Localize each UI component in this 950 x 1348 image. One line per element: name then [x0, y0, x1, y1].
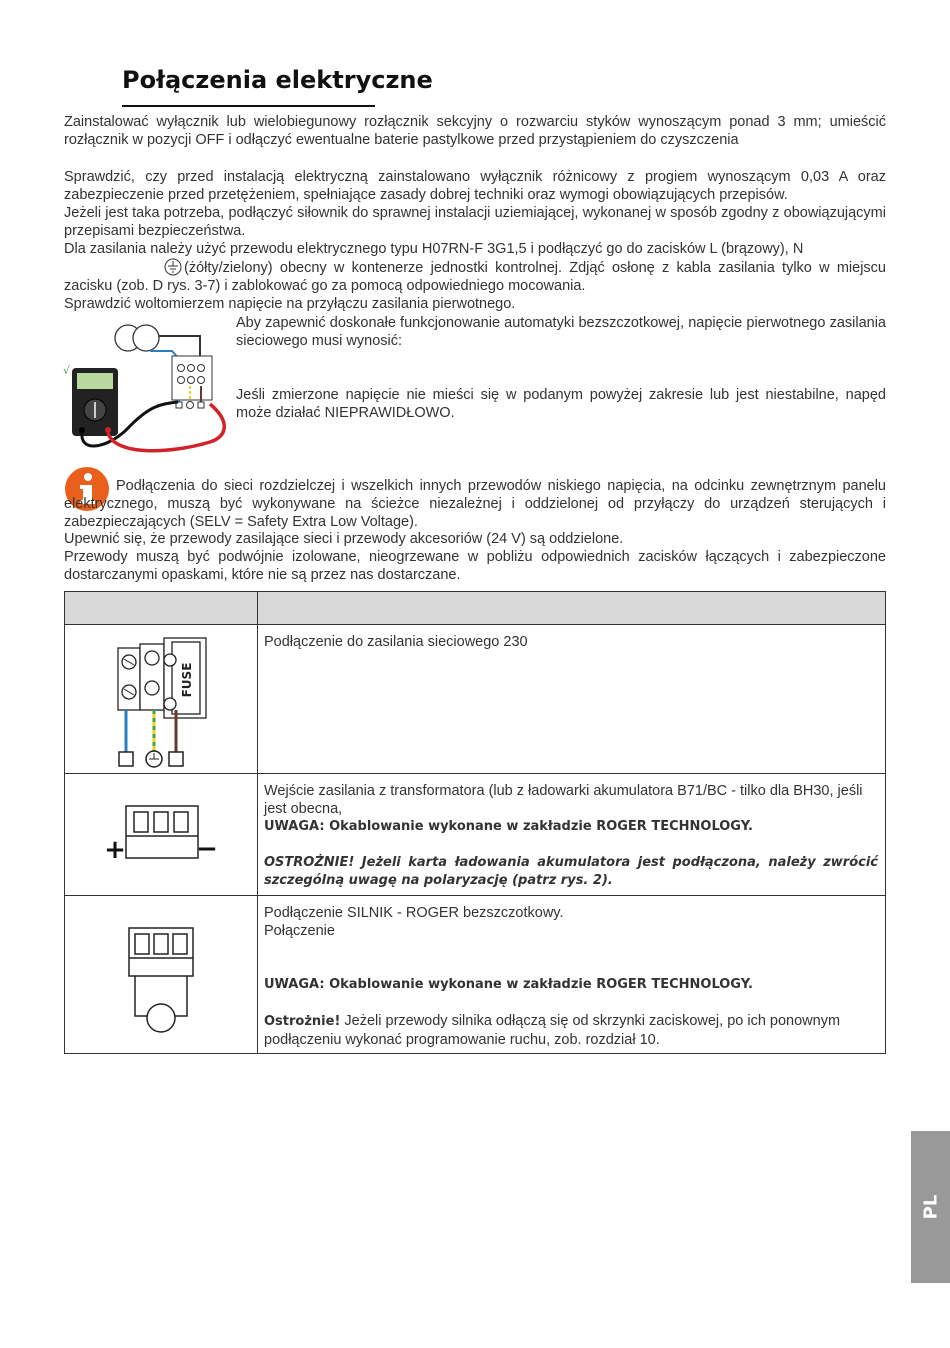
page-title: Połączenia elektryczne [122, 66, 433, 94]
fuse-label: FUSE [180, 662, 194, 698]
table-text-cell [258, 774, 886, 896]
table-row [65, 625, 886, 774]
check-mark: √ [63, 364, 71, 377]
mains-connection-text: Podłączenie do zasilania sieciowego 230 [264, 634, 528, 650]
multimeter-display [77, 373, 113, 389]
language-tab [911, 1131, 950, 1283]
table-row [65, 774, 886, 896]
table-row [65, 896, 886, 1054]
transformer-coil-right [133, 325, 159, 351]
table-image-cell [65, 774, 258, 896]
table-text-cell [258, 896, 886, 1054]
table-image-cell [65, 625, 258, 774]
paragraph-voltage-requirement: Aby zapewnić doskonałe funkcjonowanie automatyki bezszczotkowej, napięcie pierwotnego zasilania sieciowego musi wynosić: [236, 315, 886, 349]
cable-type-text: Dla zasilania należy użyć przewodu elektrycznego typu H07RN-F 3G1,5 i podłączyć go do zacisków L (brązowy), N [64, 241, 804, 257]
title-underline [122, 105, 375, 107]
transformer-terminal-icon [106, 802, 216, 872]
table-image-cell [65, 896, 258, 1054]
connections-table [64, 591, 886, 1054]
paragraph-disconnect: Zainstalować wyłącznik lub wielobiegunowy rozłącznik sekcyjny o rozwarciu styków wynoszącym ponad 3 mm; umieścić rozłącznik w pozycji OFF i odłączyć ewentualne baterie pastylkowe przed przystąpieniem do czyszczenia [64, 114, 886, 148]
connection-text: Połączenie [264, 923, 335, 939]
paragraph-selv [64, 477, 886, 531]
ground-icon [164, 258, 182, 276]
paragraph-separate-wires: Upewnić się, że przewody zasilające sieci i przewody akcesoriów (24 V) są oddzielone. [64, 531, 624, 547]
table-header-row [65, 592, 886, 625]
cable-clamp-text: (żółty/zielony) obecny w kontenerze jednostki kontrolnej. Zdjąć osłonę z kabla zasilania tylko w miejscu zacisku (zob. D rys. 3-7) i zablokować go za pomocą odpowiedniego mocowania. [64, 260, 886, 294]
selv-text: Podłączenia do sieci rozdzielczej i wszelkich innych przewodów niskiego napięcia, na odcinku zewnętrznym panelu elektrycznego, muszą być wykonywane na ścieżce niezależnej i oddzielonej od przyłączy do urządzeń sterujących i zabezpieczających (SELV = Safety Extra Low Voltage). [64, 478, 886, 530]
table-header-cell [65, 592, 258, 625]
language-tab-label: PL [920, 1194, 941, 1220]
paragraph-grounding: Jeżeli jest taka potrzeba, podłączyć siłownik do sprawnej instalacji uziemiającej, wykonanej w sposób zgodny z obowiązującymi przepisami bezpieczeństwa. [64, 205, 886, 239]
plus-icon: + [106, 835, 126, 865]
caution-text: Jeżeli przewody silnika odłączą się od skrzynki zaciskowej, po ich ponownym podłączeniu wykonać programowanie ruchu, zob. rozdział 10. [264, 1013, 841, 1048]
motor-terminal-icon [121, 924, 201, 1036]
minus-icon: − [196, 834, 216, 864]
probe-red [108, 404, 224, 451]
polarity-caution: OSTROŻNIE! Jeżeli karta ładowania akumulatora jest podłączona, należy zwrócić szczególną uwagę na polaryzację (patrz rys. 2). [264, 855, 878, 888]
transformer-input-text: Wejście zasilania z transformatora (lub z ładowarki akumulatora B71/BC - tilko dla BH30, jeśli jest obecna, [264, 783, 863, 817]
motor-circle [147, 1004, 175, 1032]
paragraph-voltage-warning: Jeśli zmierzone napięcie nie mieści się w podanym powyżej zakresie lub jest niestabilne, napęd może działać NIEPRAWIDŁOWO. [236, 387, 886, 421]
paragraph-cable-type [64, 240, 886, 295]
table-text-cell [258, 625, 886, 774]
motor-caution [264, 1012, 878, 1049]
table-header-cell [258, 592, 886, 625]
factory-wiring-note: UWAGA: Okablowanie wykonane w zakładzie ROGER TECHNOLOGY. [264, 819, 753, 834]
caution-label: Ostrożnie! [264, 1014, 341, 1029]
paragraph-rcd: Sprawdzić, czy przed instalacją elektryczną zainstalowano wyłącznik różnicowy z progiem wynoszącym 0,03 A oraz zabezpieczenie przed przetężeniem, spełniające zasady dobrej techniki oraz wymogi obowiązujących przepisów. [64, 169, 886, 203]
motor-connection-text: Podłączenie SILNIK - ROGER bezszczotkowy. [264, 905, 564, 921]
paragraph-double-insulation: Przewody muszą być podwójnie izolowane, nieogrzewane w pobliżu odpowiednich zacisków łączących i zabezpieczone dostarczanymi opaskami, które nie są przez nas dostarczane. [64, 549, 886, 583]
factory-wiring-note: UWAGA: Okablowanie wykonane w zakładzie ROGER TECHNOLOGY. [264, 977, 753, 992]
paragraph-voltmeter: Sprawdzić woltomierzem napięcie na przyłączu zasilania pierwotnego. [64, 296, 516, 312]
mains-terminal-icon [106, 630, 216, 768]
voltmeter-figure [60, 316, 240, 462]
